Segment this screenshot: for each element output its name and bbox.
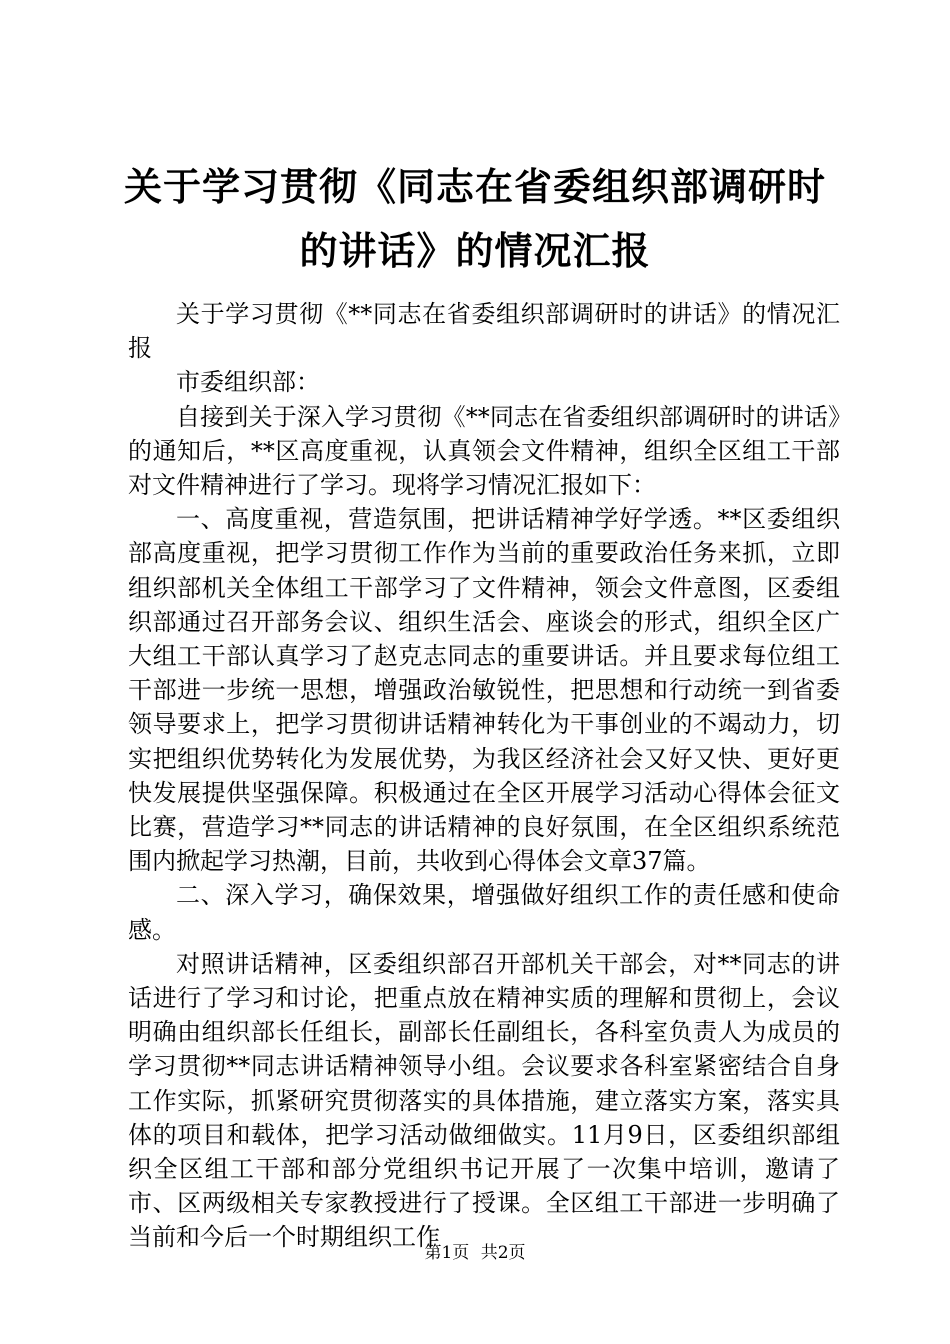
page-number: 第1页 <box>424 1243 470 1263</box>
page-footer <box>0 1242 950 1264</box>
paragraph-heading-repeat: 关于学习贯彻《**同志在省委组织部调研时的讲话》的情况汇报 <box>128 300 840 363</box>
paragraph-intro: 自接到关于深入学习贯彻《**同志在省委组织部调研时的讲话》的通知后，**区高度重视，认真领会文件精神，组织全区组工干部对文件精神进行了学习。现将学习情况汇报如下： <box>128 402 840 500</box>
document-body <box>128 297 840 1255</box>
paragraph-section-one: 一、高度重视，营造氛围，把讲话精神学好学透。**区委组织部高度重视，把学习贯彻工作作为当前的重要政治任务来抓，立即组织部机关全体组工干部学习了文件精神，领会文件意图，区委组织部通过召开部务会议、组织生活会、座谈会的形式，组织全区广大组工干部认真学习了赵克志同志的重要讲话。并且要求每位组工干部进一步统一思想，增强政治敏锐性，把思想和行动统一到省委领导要求上，把学习贯彻讲话精神转化为干事创业的不竭动力，切实把组织优势转化为发展优势，为我区经济社会又好又快、更好更快发展提供坚强保障。积极通过在全区开展学习活动心得体会征文比赛，营造学习**同志的讲话精神的良好氛围，在全区组织系统范围内掀起学习热潮，目前，共收到心得体会文章37篇。 <box>128 505 840 876</box>
document-title: 关于学习贯彻《同志在省委组织部调研时的讲话》的情况汇报 <box>123 165 826 273</box>
paragraph-section-two-heading: 二、深入学习，确保效果，增强做好组织工作的责任感和使命感。 <box>128 881 840 944</box>
paragraph-salutation: 市委组织部： <box>176 368 320 397</box>
total-pages: 共2页 <box>480 1243 526 1263</box>
paragraph-section-two-body: 对照讲话精神，区委组织部召开部机关干部会，对**同志的讲话进行了学习和讨论，把重点放在精神实质的理解和贯彻上，会议明确由组织部长任组长，副部长任副组长，各科室负责人为成员的学习贯彻**同志讲话精神领导小组。会议要求各科室紧密结合自身工作实际，抓紧研究贯彻落实的具体措施，建立落实方案，落实具体的项目和载体，把学习活动做细做实。11月9日，区委组织部组织全区组工干部和部分党组织书记开展了一次集中培训，邀请了市、区两级相关专家教授进行了授课。全区组工干部进一步明确了当前和今后一个时期组织工作 <box>128 949 840 1252</box>
